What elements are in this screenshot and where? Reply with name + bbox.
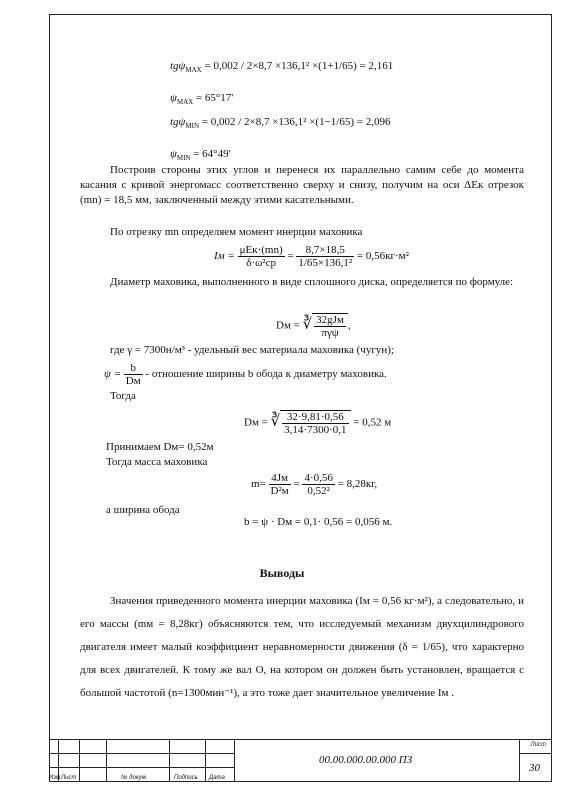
m-den-1: D²м xyxy=(270,485,289,497)
tg-min-rhs: = 0,002 / 2×8,7 ×136,1² ×(1−1/65) = 2,096 xyxy=(201,116,391,128)
document-code: 00.00.000.00.000 ПЗ xyxy=(319,754,413,766)
psi-max-label: ψ xyxy=(170,92,177,104)
dm-calc-frac xyxy=(282,411,348,436)
rim-label: а ширина обода xyxy=(106,504,180,516)
stamp-line xyxy=(205,740,206,782)
stamp-line xyxy=(169,740,170,782)
psi-min-sub: MIN xyxy=(176,154,191,163)
stamp-label-docnum: № докум. xyxy=(121,775,148,781)
stamp-label-sheet: Лист xyxy=(61,775,77,781)
psi-max-sub: MAX xyxy=(176,98,194,107)
dm-radicand xyxy=(312,313,348,339)
psi-min-value: = 64°49' xyxy=(190,148,231,160)
psi-max-value: = 65°17' xyxy=(193,92,234,104)
where-gamma: где γ = 7300н/м³ - удельный вес материала маховика (чугун); xyxy=(110,344,394,356)
conclusions-text: Значения приведенного момента инерции маховика (Iм = 0,56 кг·м²), а следовательно, и его массы (mм = 8,28кг) объясняются тем, что исследуемый механизм двухцилиндрового двигателя имеет малый коэффициент неравномерности движения (δ = 1/65), что характерно для всех двигателей. К тому же вал O, на котором он должен быть установлен, вращается с большой частотой (n=1300мин⁻¹), а это тоже дает значительное увеличение Iм . xyxy=(80,595,524,699)
tg-max-sub: MAX xyxy=(185,66,202,75)
im-den-1: δ·ω²ср xyxy=(246,257,276,269)
stamp-line xyxy=(234,740,235,782)
stamp-hline xyxy=(49,753,234,754)
formula-mass: m= $\frac{4Jм}{\text{D²м}}$ = $\frac{4\cdot 0,56}{\text{0,52²}}$ = 8,28кг, xyxy=(251,472,378,497)
root-sign: ∛ xyxy=(302,316,313,333)
formula-tg-min xyxy=(170,116,390,130)
m-result: = 8,28кг, xyxy=(337,478,378,491)
dm-calc-lhs: Dм = xyxy=(244,416,268,429)
dm-calc-den: 3,14·7300·0,1 xyxy=(284,424,347,436)
dm-lhs: Dм = xyxy=(276,319,300,332)
stamp-hline xyxy=(49,767,234,768)
dm-den: πγψ xyxy=(321,327,339,339)
stamp-line xyxy=(106,740,107,782)
m-den-2: 0,52² xyxy=(307,485,330,497)
formula-diameter-calc xyxy=(244,410,391,436)
im-result: = 0,56кг·м² xyxy=(356,250,409,263)
tg-min-label: tgψ xyxy=(170,116,186,128)
accept-diameter: Принимаем Dм= 0,52м xyxy=(106,441,214,453)
formula-rim: b = ψ · Dм = 0,1· 0,56 = 0,056 м. xyxy=(244,516,393,528)
psi-den: Dм xyxy=(125,375,141,387)
m-lhs: m= xyxy=(251,478,266,491)
paragraph-1: Построив стороны этих углов и перенеся их параллельно самим себе до момента касания с кривой энергомасс соответственно сверху и снизу, получим на оси ΔEк отрезок (mn) = 18,5 мм, заключенный между этими касательными. xyxy=(80,164,524,206)
im-num-2: 8,7×18,5 xyxy=(296,244,354,257)
im-lhs: Iм = xyxy=(214,250,235,263)
formula-diameter xyxy=(276,313,351,339)
formula-psi-min xyxy=(170,148,231,162)
stamp-sheet-line xyxy=(519,753,552,754)
stamp-label-change: Изм. xyxy=(49,775,62,781)
im-frac-2 xyxy=(296,244,354,269)
psi-min-label: ψ xyxy=(170,148,177,160)
paragraph-3: Диаметр маховика, выполненного в виде сплошного диска, определяется по формуле: xyxy=(110,276,514,288)
then-label-2: Тогда масса маховика xyxy=(106,456,208,468)
dm-frac xyxy=(314,314,346,339)
im-num-1: μEк·(mn) xyxy=(239,244,283,256)
formula-psi-max xyxy=(170,92,233,106)
sheet-label: Лист xyxy=(530,742,546,748)
title-block xyxy=(49,739,552,782)
dm-calc-num: 32·9,81·0,56 xyxy=(282,411,348,424)
tg-max-label: tgψ xyxy=(170,60,186,72)
formula-inertia: Iм = $\frac{\text{μEк·(mn)}}{\text{δ·ω²ср}}$ = $\frac{8,7\times 18,5}{\text{1/65×136,1²}}$ = 0,56кг·м² xyxy=(214,244,409,269)
m-num-2: 4·0,56 xyxy=(304,472,333,484)
paragraph-2: По отрезку mn определяем момент инерции маховика xyxy=(110,226,363,238)
formula-tg-max xyxy=(170,60,393,74)
dm-calc-radicand xyxy=(280,410,350,436)
conclusions-title: Выводы xyxy=(259,566,305,580)
im-den-2: 1/65×136,1² xyxy=(298,257,353,269)
im-frac-1 xyxy=(238,244,285,269)
stamp-line xyxy=(519,740,520,782)
where-psi xyxy=(104,362,387,387)
tg-min-sub: MIN xyxy=(185,122,200,131)
sheet-number: 30 xyxy=(529,762,540,774)
dm-calc-result: = 0,52 м xyxy=(353,416,392,429)
stamp-line xyxy=(79,740,80,782)
psi-desc: - отношение ширины b обода к диаметру маховика. xyxy=(142,368,387,381)
psi-lhs: ψ = xyxy=(104,368,122,381)
psi-frac xyxy=(124,362,143,387)
stamp-label-signature: Подпись xyxy=(174,775,198,781)
then-label-1: Тогда xyxy=(110,390,136,402)
tg-max-rhs: = 0,002 / 2×8,7 ×136,1² ×(1+1/65) = 2,161 xyxy=(204,60,394,72)
m-frac-1 xyxy=(269,472,291,497)
dm-tail: , xyxy=(347,319,351,332)
dm-num: 32gJм xyxy=(316,314,344,326)
m-frac-2 xyxy=(302,472,334,497)
m-num-1: 4Jм xyxy=(269,472,291,485)
root-sign-2: ∛ xyxy=(270,413,281,430)
psi-num: b xyxy=(124,362,143,375)
stamp-label-date: Дата xyxy=(209,775,225,781)
